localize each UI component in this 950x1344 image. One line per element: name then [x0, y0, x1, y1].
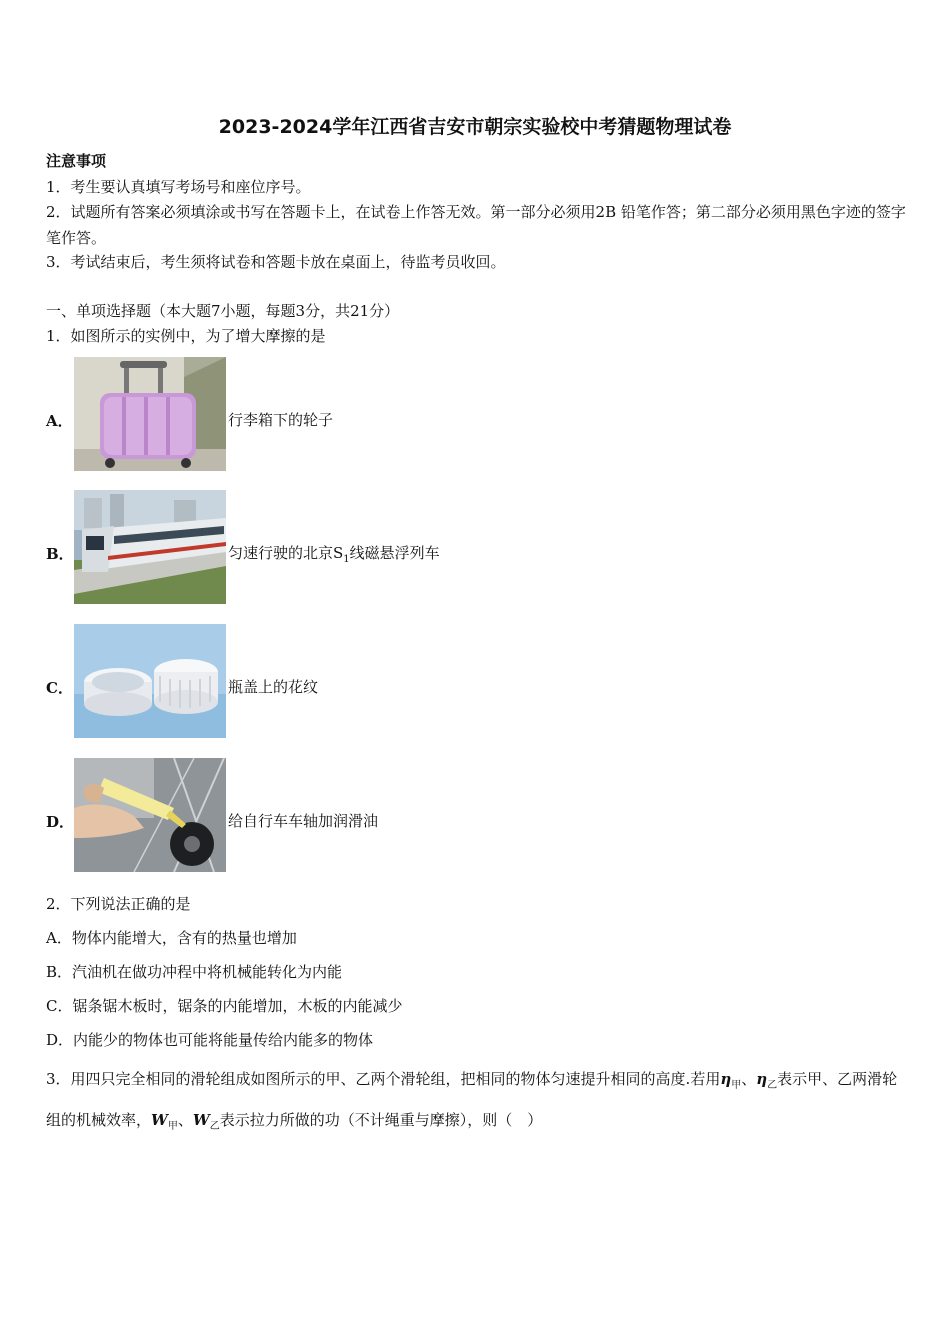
- notice-heading: 注意事项: [46, 152, 107, 170]
- w-yi: W: [192, 1111, 210, 1129]
- question-2-option-d: D．内能少的物体也可能将能量传给内能多的物体: [46, 1031, 374, 1049]
- question-3-stem: [46, 1062, 908, 1144]
- notice-item-1: 1．考生要认真填写考场号和座位序号。: [46, 178, 311, 196]
- bicycle-oil-image: [74, 758, 226, 872]
- question-2-option-c: C．锯条锯木板时，锯条的内能增加，木板的内能减少: [46, 997, 403, 1015]
- w-jia: W: [151, 1111, 168, 1129]
- option-b-text-after: 线磁悬浮列车: [349, 544, 440, 562]
- notice-item-3: 3．考试结束后，考生须将试卷和答题卡放在桌面上，待监考员收回。: [46, 253, 506, 271]
- q3-part1: 3．用四只完全相同的滑轮组成如图所示的甲、乙两个滑轮组，把相同的物体匀速提升相同的高度.若用: [46, 1070, 721, 1088]
- option-c-letter: C．: [46, 679, 73, 697]
- q3-part2: 表示甲、乙两滑轮组的机械效率，: [46, 1070, 898, 1129]
- option-d-letter: D．: [46, 813, 75, 831]
- q3-sep-2: 、: [177, 1111, 193, 1129]
- question-2-option-a: A．物体内能增大，含有的热量也增加: [46, 929, 297, 947]
- eta-jia: η: [720, 1070, 732, 1088]
- sub-jia: 甲: [731, 1080, 742, 1091]
- q3-part3: 表示拉力所做的功（不计绳重与摩擦），则（ ）: [219, 1111, 543, 1129]
- sub-w-yi: 乙: [209, 1121, 220, 1132]
- maglev-train-image: [74, 490, 226, 604]
- page-title: 2023-2024学年江西省吉安市朝宗实验校中考猜题物理试卷: [218, 116, 732, 138]
- q3-sep-1: 、: [741, 1070, 757, 1088]
- notice-item-2: 2．试题所有答案必须填涂或书写在答题卡上，在试卷上作答无效。第一部分必须用2B 铅笔作答；第二部分必须用黑色字迹的签字笔作答。: [46, 203, 906, 247]
- eta-yi: η: [756, 1070, 768, 1088]
- option-b-sub-s: S: [333, 544, 344, 562]
- sub-w-jia: 甲: [167, 1121, 178, 1132]
- option-b-sub-1: 1: [343, 554, 350, 565]
- question-2-stem: 2．下列说法正确的是: [46, 895, 191, 913]
- bottle-caps-image: [74, 624, 226, 738]
- option-b-text-before: 匀速行驶的北京: [228, 544, 334, 562]
- option-b-letter: B．: [46, 545, 74, 563]
- section-heading: 一、单项选择题（本大题7小题，每题3分，共21分）: [46, 302, 400, 320]
- question-2-option-b: B．汽油机在做功冲程中将机械能转化为内能: [46, 963, 343, 981]
- question-1-stem: 1．如图所示的实例中，为了增大摩擦的是: [46, 327, 326, 345]
- sub-yi: 乙: [767, 1080, 778, 1091]
- option-a-text: 行李箱下的轮子: [228, 411, 334, 429]
- option-c-text: 瓶盖上的花纹: [228, 678, 319, 696]
- suitcase-image: [74, 357, 226, 471]
- option-b-text: [228, 542, 440, 565]
- option-a-letter: A．: [46, 412, 73, 430]
- option-d-text: 给自行车车轴加润滑油: [228, 812, 379, 830]
